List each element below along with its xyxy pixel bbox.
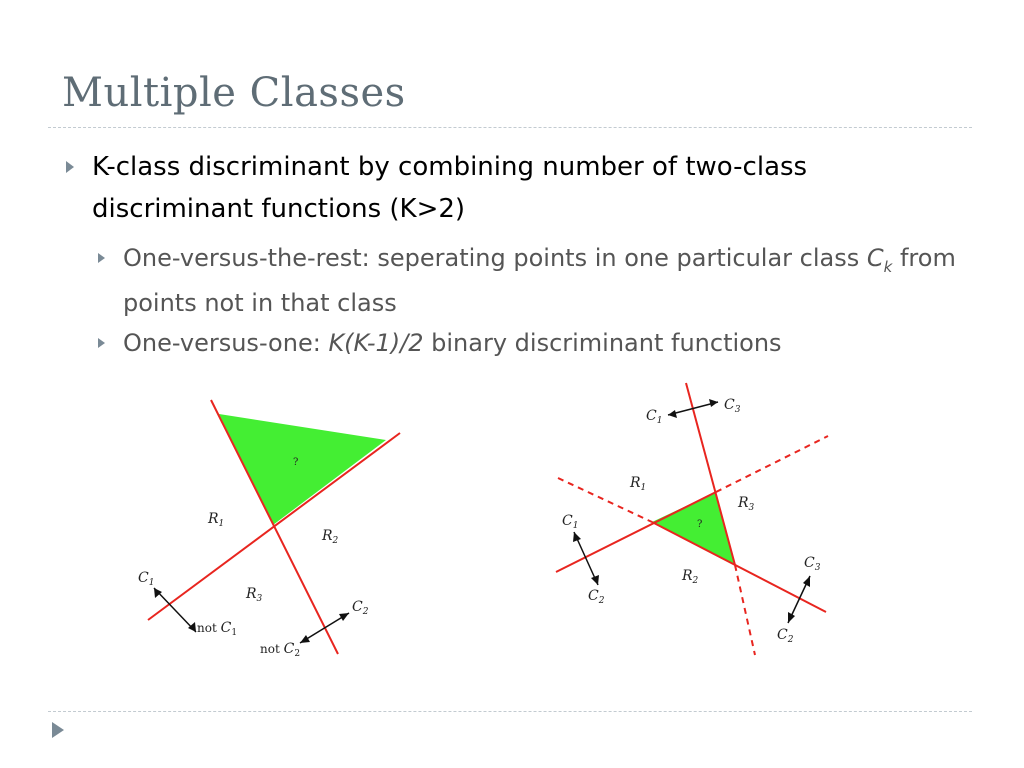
decision-boundary-1-dashed	[735, 565, 755, 655]
title-divider	[48, 127, 972, 128]
class-variable-subscript: k	[883, 257, 893, 276]
arrowhead-icon	[188, 622, 196, 632]
arrowhead-icon	[573, 532, 581, 542]
arrowhead-icon	[300, 635, 310, 643]
region-label-r2: $R_2$	[682, 568, 699, 586]
one-vs-one-diagram	[548, 380, 838, 660]
decision-boundary-2-dashed	[716, 436, 828, 492]
region-label-r1: $R_1$	[208, 511, 225, 529]
label-not-c1: not $C_1$	[197, 620, 238, 638]
bullet-arrow-icon	[66, 161, 74, 173]
bullet-prefix: One-versus-the-rest:	[123, 244, 370, 272]
label-c3-top: $C_3$	[724, 397, 741, 415]
label-c3-right: $C_3$	[804, 555, 821, 573]
label-not-c2: not $C_2$	[260, 641, 301, 659]
one-vs-rest-diagram	[130, 392, 420, 662]
arrowhead-icon	[591, 575, 599, 585]
sub-bullet-arrow-icon	[98, 338, 105, 348]
arrowhead-icon	[803, 576, 810, 587]
arrowhead-icon	[154, 588, 162, 598]
next-slide-arrow-icon[interactable]	[52, 722, 64, 738]
region-label-r3: $R_3$	[738, 495, 755, 513]
label-c2-left: $C_2$	[588, 588, 605, 606]
arrowhead-icon	[339, 613, 349, 621]
sub-bullet-one-vs-one	[123, 325, 782, 361]
bullet-text: seperating points in one particular class	[369, 244, 867, 272]
sub-bullet-arrow-icon	[98, 253, 105, 263]
formula: K(K-1)/2	[328, 329, 424, 357]
bullet-text-end: from points not in that class	[123, 244, 956, 317]
label-c2: $C_2$	[352, 599, 369, 617]
label-c1: $C_1$	[138, 570, 155, 588]
label-c1-left: $C_1$	[562, 513, 579, 531]
label-c2-right: $C_2$	[777, 627, 794, 645]
bullet-prefix: One-versus-one:	[123, 329, 321, 357]
region-label-r3: $R_3$	[246, 586, 263, 604]
region-label-r2: $R_2$	[322, 528, 339, 546]
ambiguous-mark: ?	[697, 519, 703, 530]
main-bullet: K-class discriminant by combining number of two-class discriminant functions (K>2)	[92, 152, 808, 224]
footer-divider	[48, 711, 972, 712]
arrowhead-icon	[788, 612, 795, 623]
bullet-text: binary discriminant functions	[423, 329, 782, 357]
ambiguous-mark: ?	[293, 457, 299, 468]
label-c1-top: $C_1$	[646, 408, 663, 426]
sub-bullet-one-vs-rest	[123, 240, 963, 321]
class-variable: C	[866, 244, 884, 272]
ambiguous-region	[219, 414, 386, 525]
region-label-r1: $R_1$	[630, 475, 647, 493]
slide-title: Multiple Classes	[62, 70, 406, 116]
